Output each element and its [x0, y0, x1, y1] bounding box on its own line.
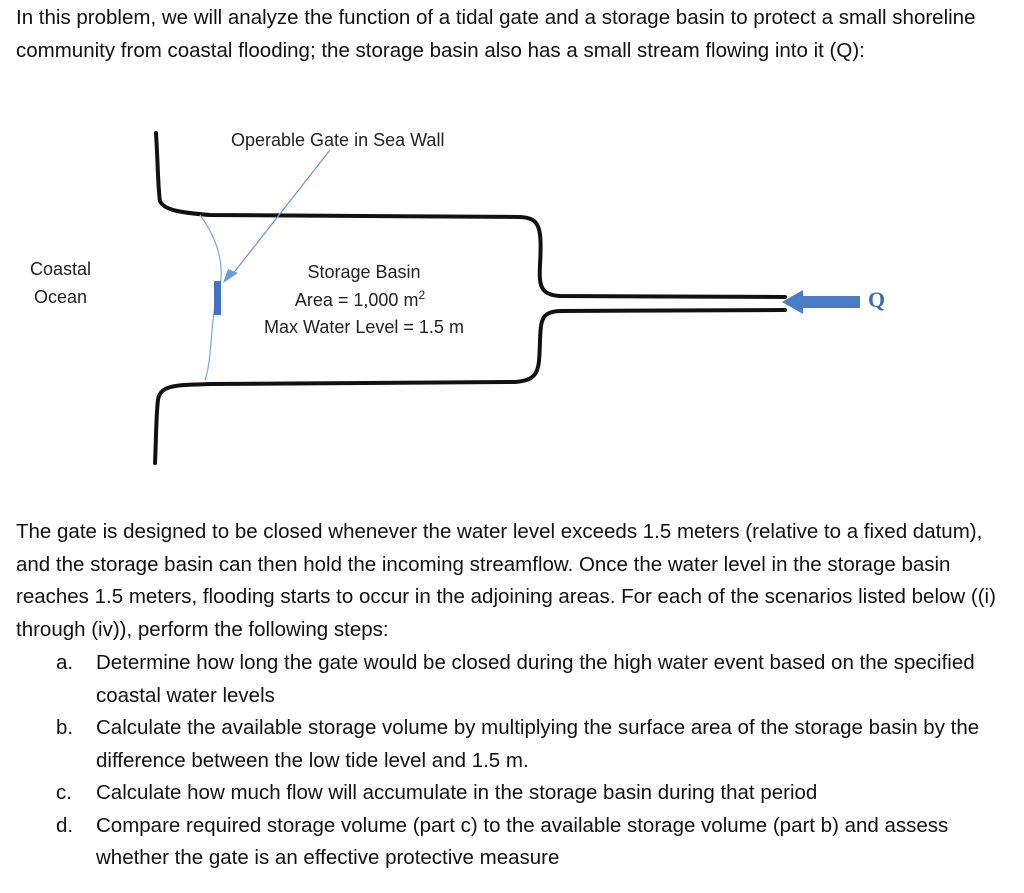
- flow-label: Q: [868, 287, 886, 312]
- list-item: a. Determine how long the gate would be closed during the high water event based on the specified coastal water levels: [56, 651, 975, 707]
- basin-top-wall: [156, 133, 785, 297]
- inflow-arrow-icon: [782, 290, 860, 314]
- basin-title: Storage Basin: [307, 262, 421, 282]
- tidal-gate-diagram: [0, 115, 1024, 475]
- gate-icon: [214, 281, 221, 315]
- body-paragraph: The gate is designed to be closed whenever the water level exceeds 1.5 meters (relative to a fixed datum), and the storage basin can then hold the incoming streamflow. Once the water level in the storage basin reaches 1.5 meters, flooding starts to occur in the adjoining areas. For each of the scenarios listed below ((i) through (iv)), perform the following steps:: [16, 520, 996, 641]
- basin-area: Area = 1,000 $m^2$: [294, 288, 426, 310]
- list-item: c. Calculate how much flow will accumulate in the storage basin during that period: [56, 781, 818, 804]
- ocean-label-line2: Ocean: [34, 287, 88, 307]
- list-item: b. Calculate the available storage volume by multiplying the surface area of the storage basin by the difference between the low tide level and 1.5 m.: [56, 716, 980, 772]
- area-superscript: 2: [418, 288, 426, 302]
- steps-list: [56, 647, 1006, 875]
- gate-pointer-line: [232, 150, 330, 275]
- intro-paragraph: In this problem, we will analyze the function of a tidal gate and a storage basin to protect a small shoreline community from coastal flooding; the storage basin also has a small stream flowing into it (Q):: [16, 6, 976, 62]
- basin-max-level: Max Water Level = 1.5 m: [264, 317, 464, 337]
- gate-label: Operable Gate in Sea Wall: [231, 130, 445, 150]
- basin-bottom-wall: [155, 310, 785, 463]
- ocean-label-line1: Coastal: [30, 259, 92, 279]
- list-item: d. Compare required storage volume (part c) to the available storage volume (part b) and assess whether the gate is an effective protective measure: [56, 813, 949, 869]
